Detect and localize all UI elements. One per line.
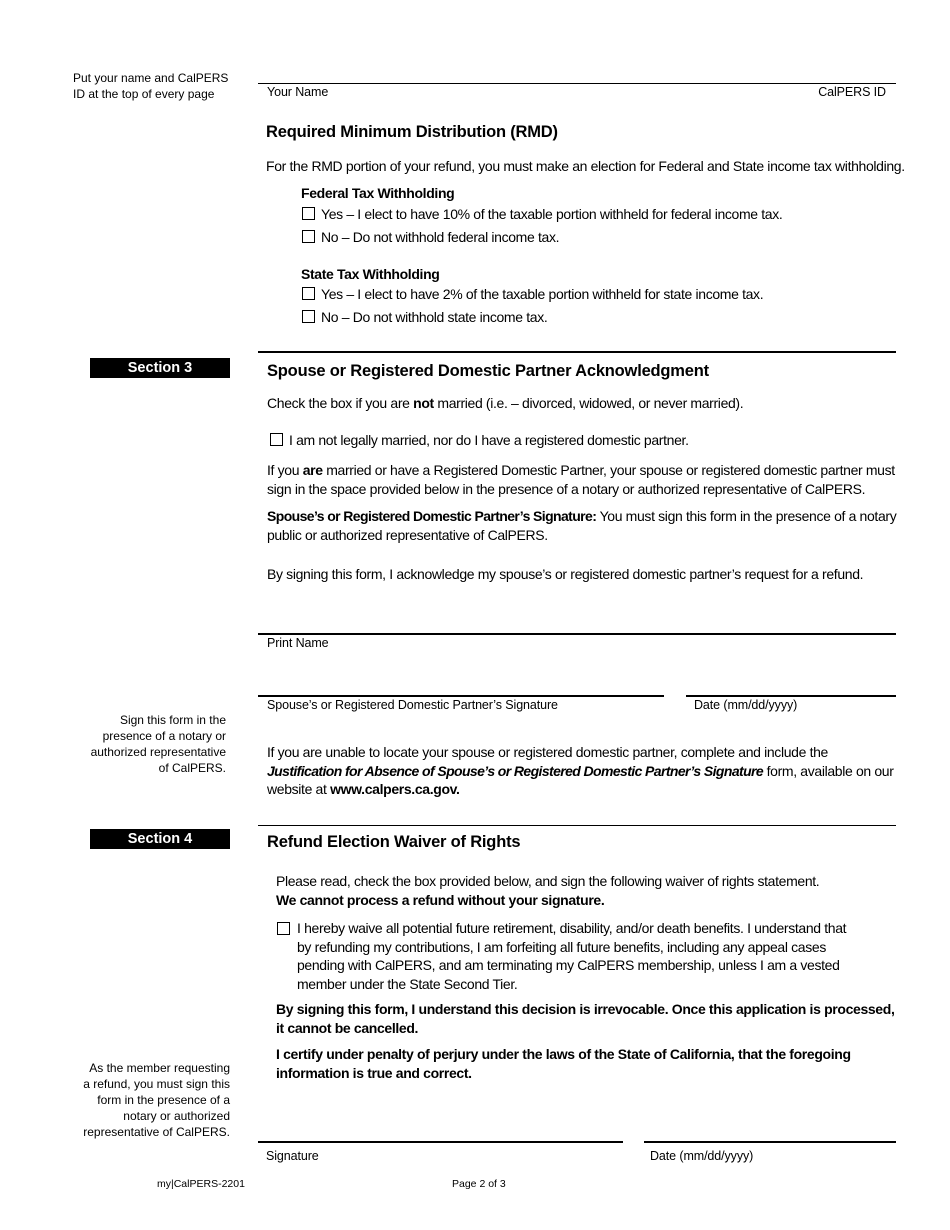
section-4-divider (258, 825, 896, 826)
print-name-label: Print Name (267, 636, 329, 650)
federal-yes-option[interactable]: Yes – I elect to have 10% of the taxable portion withheld for federal income tax. (302, 206, 782, 222)
irrevocable-statement: By signing this form, I understand this decision is irrevocable. Once this application is processed, it cannot be cancelled. (276, 1001, 895, 1036)
your-name-label: Your Name (267, 85, 329, 99)
calpers-id-label: CalPERS ID (818, 85, 886, 99)
website-link[interactable]: www.calpers.ca.gov. (330, 781, 460, 797)
federal-withholding-title: Federal Tax Withholding (301, 185, 455, 201)
spouse-date-line[interactable] (686, 695, 896, 697)
federal-yes-checkbox[interactable] (302, 207, 315, 220)
section-3-badge: Section 3 (90, 358, 230, 378)
acknowledge-statement: By signing this form, I acknowledge my spouse’s or registered domestic partner’s request for a refund. (267, 566, 864, 582)
rmd-intro: For the RMD portion of your refund, you must make an election for Federal and State income tax withholding. (266, 158, 905, 174)
print-name-line[interactable] (258, 633, 896, 635)
spouse-signature-line[interactable] (258, 695, 664, 697)
not-married-option[interactable]: I am not legally married, nor do I have a registered domestic partner. (270, 432, 689, 448)
section-4-title: Refund Election Waiver of Rights (267, 833, 521, 851)
waiver-instruction: Please read, check the box provided below, and sign the following waiver of rights statement. We cannot process a refund without your signature. (276, 873, 820, 908)
state-yes-option[interactable]: Yes – I elect to have 2% of the taxable portion withheld for state income tax. (302, 286, 763, 302)
section-3-side-note: Sign this form in the presence of a notary or authorized representative of CalPERS. (90, 713, 226, 775)
section-4-side-note: As the member requesting a refund, you must sign this form in the presence of a notary or authorized representative of CalPERS. (83, 1061, 230, 1139)
justification-form-title: Justification for Absence of Spouse’s or Registered Domestic Partner’s Signature (267, 762, 764, 779)
state-withholding-title: State Tax Withholding (301, 266, 440, 282)
section-3-divider (258, 351, 896, 353)
spouse-signature-label: Spouse’s or Registered Domestic Partner’s Signature (267, 698, 558, 712)
header-side-note: Put your name and CalPERS ID at the top of every page (73, 71, 229, 101)
not-married-instruction: Check the box if you are not married (i.e. – divorced, widowed, or never married). (267, 395, 744, 411)
member-date-label: Date (mm/dd/yyyy) (650, 1149, 754, 1163)
married-instruction: If you are married or have a Registered Domestic Partner, your spouse or registered domestic partner must sign in the space provided below in the presence of a notary or authorized representative of CalPERS. (267, 462, 895, 497)
page-number: Page 2 of 3 (452, 1178, 506, 1190)
state-yes-checkbox[interactable] (302, 287, 315, 300)
federal-no-checkbox[interactable] (302, 230, 315, 243)
member-date-line[interactable] (644, 1141, 896, 1143)
waiver-statement: I hereby waive all potential future retirement, disability, and/or death benefits. I understand that by refunding my contributions, I am forfeiting all future benefits, including any appeal cases pending with CalPERS, and am terminating my CalPERS membership, unless I am a vested member under the State Second Tier. (297, 920, 847, 992)
section-3-title: Spouse or Registered Domestic Partner Acknowledgment (267, 362, 709, 380)
federal-no-option[interactable]: No – Do not withhold federal income tax. (302, 229, 559, 245)
spouse-date-label: Date (mm/dd/yyyy) (694, 698, 798, 712)
unable-to-locate-note: If you are unable to locate your spouse or registered domestic partner, complete and include the Justification for Absence of Spouse’s or Registered Domestic Partner’s Signature form, available on our website at www.calpers.ca.gov. (267, 744, 894, 797)
not-married-checkbox[interactable] (270, 433, 283, 446)
member-signature-line[interactable] (258, 1141, 623, 1143)
state-no-option[interactable]: No – Do not withhold state income tax. (302, 309, 547, 325)
state-no-checkbox[interactable] (302, 310, 315, 323)
rmd-title: Required Minimum Distribution (RMD) (266, 123, 558, 141)
waiver-checkbox[interactable] (277, 922, 290, 935)
form-id: my|CalPERS-2201 (157, 1178, 245, 1190)
perjury-certification: I certify under penalty of perjury under the laws of the State of California, that the foregoing information is true and correct. (276, 1046, 851, 1081)
spouse-signature-instruction: Spouse’s or Registered Domestic Partner’s Signature: You must sign this form in the presence of a notary public or authorized representative of CalPERS. (267, 508, 897, 543)
your-name-line[interactable] (258, 83, 896, 84)
section-4-badge: Section 4 (90, 829, 230, 849)
member-signature-label: Signature (266, 1149, 319, 1163)
